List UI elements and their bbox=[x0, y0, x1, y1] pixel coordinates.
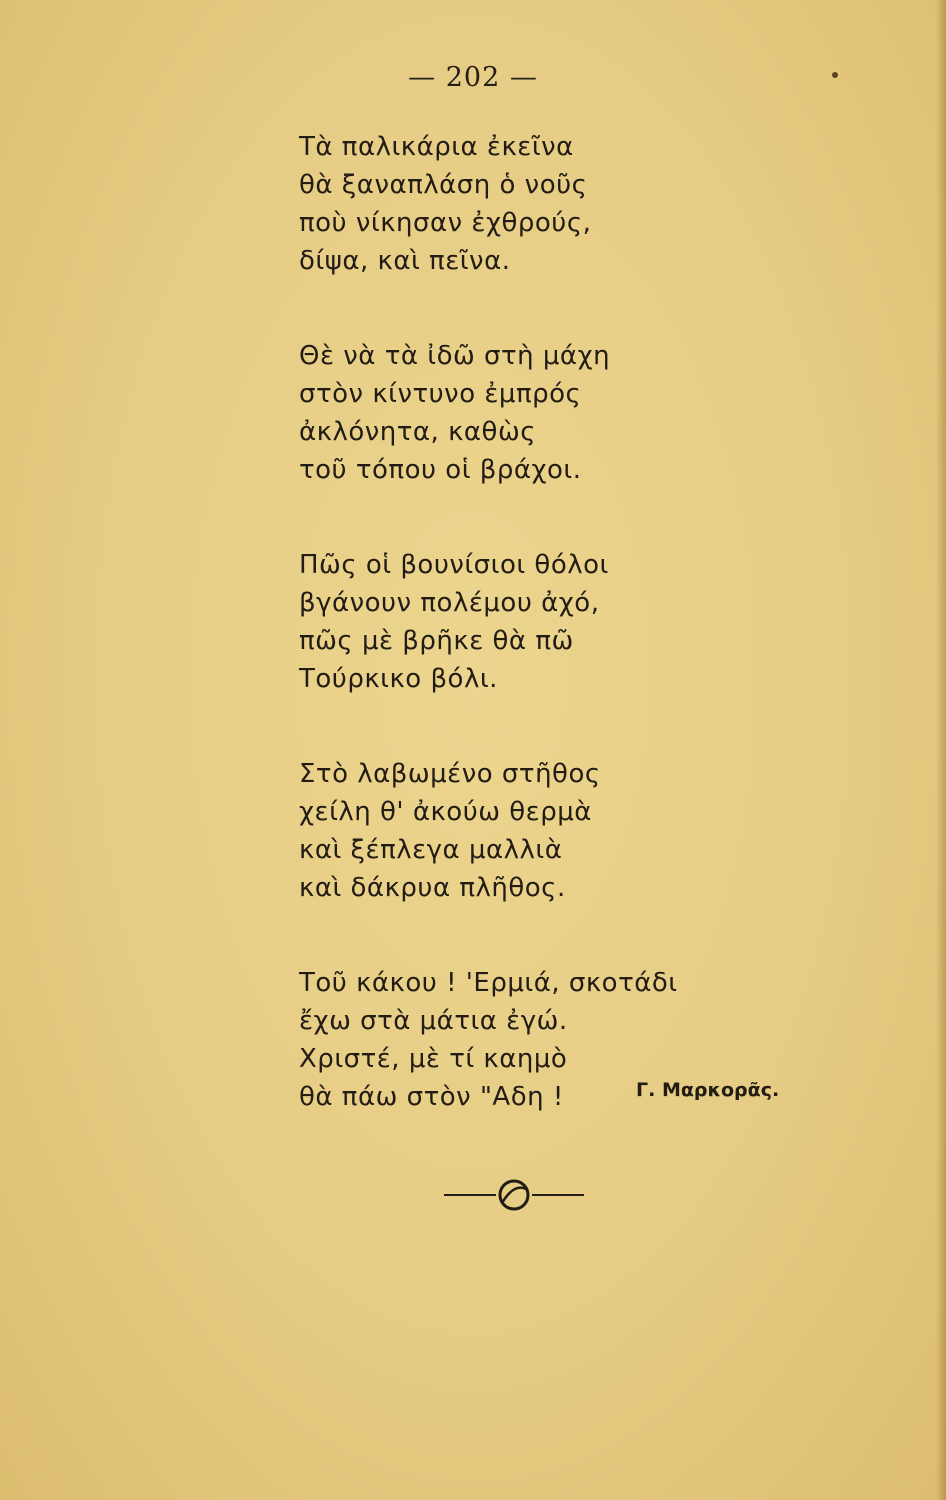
poem-stanza bbox=[299, 337, 859, 489]
page-number: — 202 — bbox=[408, 62, 538, 93]
poem-stanza bbox=[299, 755, 859, 907]
poem-line: τοῦ τόπου οἱ βράχοι. bbox=[299, 455, 582, 485]
poem-line: Πῶς οἱ βουνίσιοι θόλοι bbox=[299, 550, 609, 580]
poem-line: Στὸ λαβωμένο στῆθος bbox=[299, 759, 601, 789]
poem-line: Τὰ παλικάρια ἐκεῖνα bbox=[299, 132, 574, 162]
poem-line: Τούρκικο βόλι. bbox=[299, 664, 498, 694]
poem-line: θὰ πάω στὸν "Αδη ! bbox=[299, 1082, 564, 1112]
poem-line: καὶ ξέπλεγα μαλλιὰ bbox=[299, 835, 563, 865]
poem-stanza bbox=[299, 128, 859, 280]
tailpiece-ornament-icon bbox=[444, 1173, 584, 1217]
poem-line: δίψα, καὶ πεῖνα. bbox=[299, 246, 511, 276]
poem-line: Χριστέ, μὲ τί καημὸ bbox=[299, 1044, 568, 1074]
poem-line: βγάνουν πολέμου ἀχό, bbox=[299, 588, 600, 618]
poem-line: στὸν κίντυνο ἐμπρός bbox=[299, 379, 582, 409]
poem-line: καὶ δάκρυα πλῆθος. bbox=[299, 873, 566, 903]
poem-stanza bbox=[299, 546, 859, 698]
poem-line: θὰ ξαναπλάση ὁ νοῦς bbox=[299, 170, 588, 200]
poem-line: χείλη θ' ἀκούω θερμὰ bbox=[299, 797, 592, 827]
poem-line: Θὲ νὰ τὰ ἰδῶ στὴ μάχη bbox=[299, 341, 611, 371]
poem bbox=[299, 128, 859, 1173]
author-signature: Γ. Μαρκορᾶς. bbox=[636, 1079, 780, 1101]
poem-line: ἔχω στὰ μάτια ἐγώ. bbox=[299, 1006, 568, 1036]
poem-line: ποὺ νίκησαν ἐχθρούς, bbox=[299, 208, 592, 238]
page-edge-shadow bbox=[936, 0, 946, 1500]
poem-line: πῶς μὲ βρῆκε θὰ πῶ bbox=[299, 626, 574, 656]
poem-line: Τοῦ κάκου ! 'Ερμιά, σκοτάδι bbox=[299, 968, 678, 998]
poem-line: ἀκλόνητα, καθὼς bbox=[299, 417, 536, 447]
